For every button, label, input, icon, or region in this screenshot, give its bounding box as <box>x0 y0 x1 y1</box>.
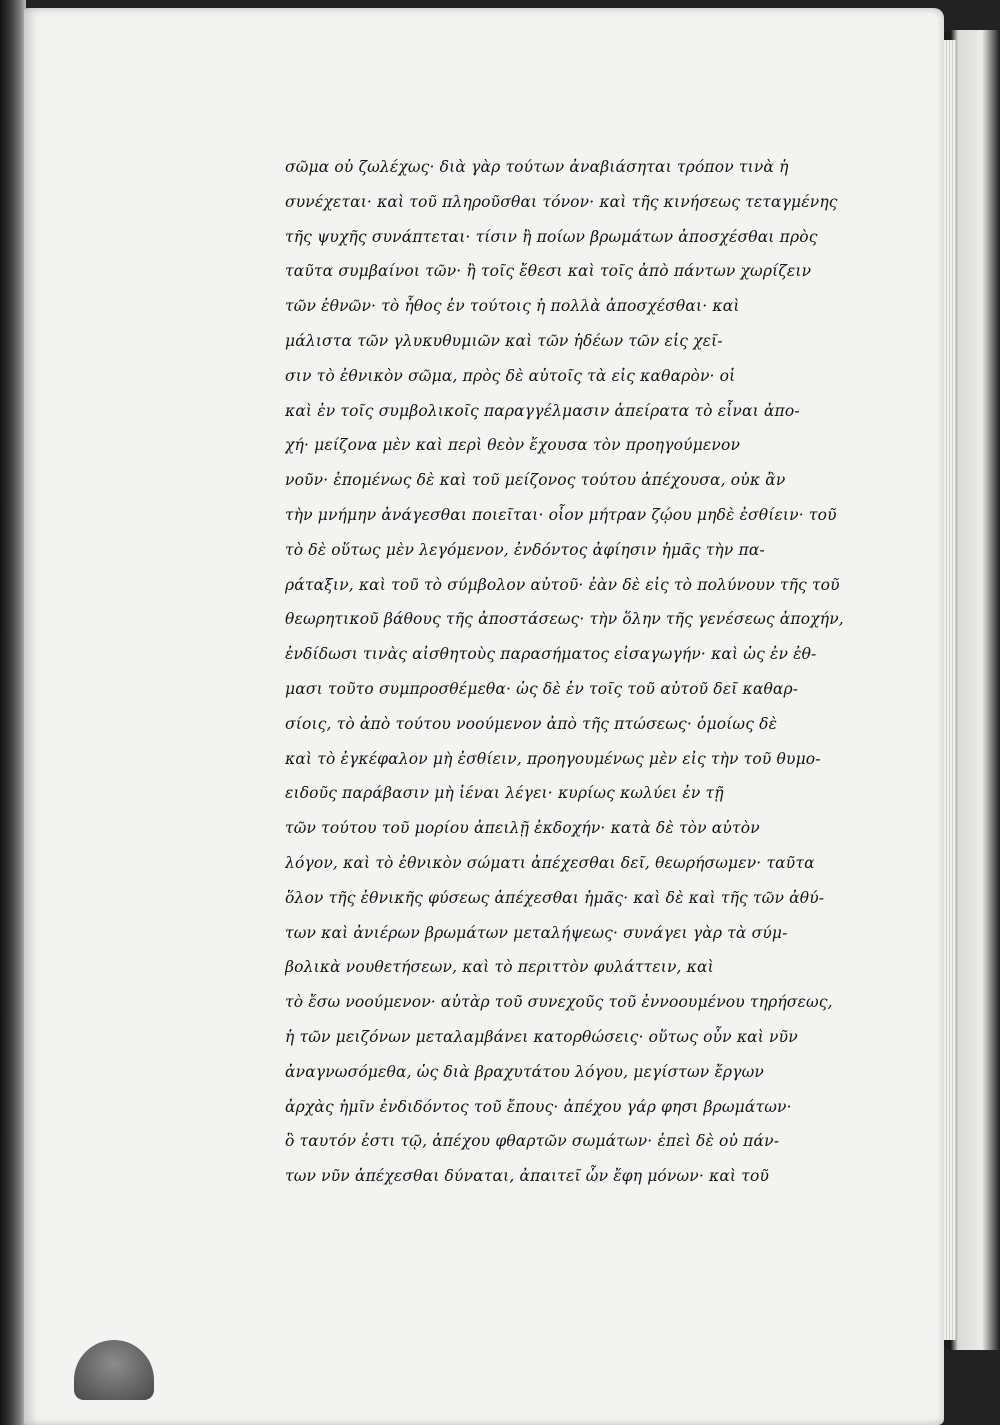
text-line: ἀρχὰς ἡμῖν ἐνδιδόντος τοῦ ἔπους· ἀπέχου γάρ φησι βρωμάτων· <box>285 1097 792 1116</box>
text-line: ειδοῦς παράβασιν μὴ ἰέναι λέγει· κυρίως κωλύει ἐν τῇ <box>285 784 724 803</box>
text-line: ταῦτα συμβαίνοι τῶν· ἢ τοῖς ἔθεσι καὶ τοῖς ἀπὸ πάντων χωρίζειν <box>285 262 812 281</box>
text-line: ἐνδίδωσι τινὰς αἰσθητοὺς παρασήματος εἰσαγωγήν· καὶ ὡς ἐν ἐθ- <box>285 645 817 664</box>
text-line: τῶν ἐθνῶν· τὸ ἦθος ἐν τούτοις ἡ πολλὰ ἀποσχέσθαι· καὶ <box>285 297 740 316</box>
text-line: λόγον, καὶ τὸ ἐθνικὸν σώματι ἀπέχεσθαι δεῖ, θεωρήσωμεν· ταῦτα <box>285 853 815 872</box>
text-line: ἀναγνωσόμεθα, ὡς διὰ βραχυτάτου λόγου, μεγίστων ἔργων <box>285 1062 764 1081</box>
text-line: τὴν μνήμην ἀνάγεσθαι ποιεῖται· οἷον μήτραν ζῴου μηδὲ ἐσθίειν· τοῦ <box>285 505 837 524</box>
text-line: των καὶ ἀνιέρων βρωμάτων μεταλήψεως· συνάγει γὰρ τὰ σύμ- <box>285 923 788 942</box>
text-line: ράταξιν, καὶ τοῦ τὸ σύμβολον αὐτοῦ· ἐὰν δὲ εἰς τὸ πολύνουν τῆς τοῦ <box>285 575 840 594</box>
text-line: τὸ δὲ οὕτως μὲν λεγόμενον, ἐνδόντος ἀφίησιν ἡμᾶς τὴν πα- <box>285 540 765 559</box>
text-line: σίοις, τὸ ἀπὸ τούτου νοούμενον ἀπὸ τῆς πτώσεως· ὁμοίως δὲ <box>285 714 778 733</box>
text-line: τῆς ψυχῆς συνάπτεται· τίσιν ἢ ποίων βρωμάτων ἀποσχέσθαι πρὸς <box>285 227 818 246</box>
text-line: ὃ ταυτόν ἐστι τῷ, ἀπέχου φθαρτῶν σωμάτων· ἐπεὶ δὲ οὐ πάν- <box>285 1132 780 1151</box>
text-line: ἡ τῶν μειζόνων μεταλαμβάνει κατορθώσεις· οὕτως οὖν καὶ νῦν <box>285 1027 798 1046</box>
text-line: ὅλον τῆς ἐθνικῆς φύσεως ἀπέχεσθαι ἡμᾶς· καὶ δὲ καὶ τῆς τῶν ἀθύ- <box>285 888 825 907</box>
book-binding-edge <box>0 0 26 1425</box>
text-line: καὶ τὸ ἐγκέφαλον μὴ ἐσθίειν, προηγουμένως μὲν εἰς τὴν τοῦ θυμο- <box>285 749 821 768</box>
text-line: καὶ ἐν τοῖς συμβολικοῖς παραγγέλμασιν ἀπείρατα τὸ εἶναι ἀπο- <box>285 401 800 420</box>
text-line: των νῦν ἀπέχεσθαι δύναται, ἀπαιτεῖ ὧν ἔφη μόνων· καὶ τοῦ <box>285 1167 770 1186</box>
text-line: μάλιστα τῶν γλυκυθυμιῶν καὶ τῶν ἡδέων τῶν εἰς χεῖ- <box>285 331 723 350</box>
text-line: σῶμα οὐ ζωλέχως· διὰ γὰρ τούτων ἀναβιάσηται τρόπον τινὰ ἡ <box>285 158 789 176</box>
text-line: τὸ ἔσω νοούμενον· αὐτὰρ τοῦ συνεχοῦς τοῦ ἐννοουμένου τηρήσεως, <box>285 993 833 1012</box>
text-line: βολικὰ νουθετήσεων, καὶ τὸ περιττὸν φυλάττειν, καὶ <box>285 958 714 977</box>
text-line: μασι τοῦτο συμπροσθέμεθα· ὡς δὲ ἐν τοῖς τοῦ αὐτοῦ δεῖ καθαρ- <box>285 679 799 698</box>
text-line: συνέχεται· καὶ τοῦ πληροῦσθαι τόνον· καὶ τῆς κινήσεως τεταγμένης <box>285 192 838 211</box>
text-line: θεωρητικοῦ βάθους τῆς ἀποστάσεως· τὴν ὅλην τῆς γενέσεως ἀποχήν, <box>285 610 844 629</box>
text-line: νοῦν· ἑπομένως δὲ καὶ τοῦ μείζονος τούτου ἀπέχουσα, οὐκ ἂν <box>285 471 786 490</box>
text-line: τῶν τούτου τοῦ μορίου ἀπειλῇ ἐκδοχήν· κατὰ δὲ τὸν αὐτὸν <box>285 819 760 838</box>
text-line: σιν τὸ ἐθνικὸν σῶμα, πρὸς δὲ αὐτοῖς τὰ εἰς καθαρὸν· οἱ <box>285 366 736 385</box>
handwritten-text-block <box>285 150 880 1194</box>
text-line: χή· μείζονα μὲν καὶ περὶ θεὸν ἔχουσα τὸν προηγούμενον <box>285 436 741 455</box>
